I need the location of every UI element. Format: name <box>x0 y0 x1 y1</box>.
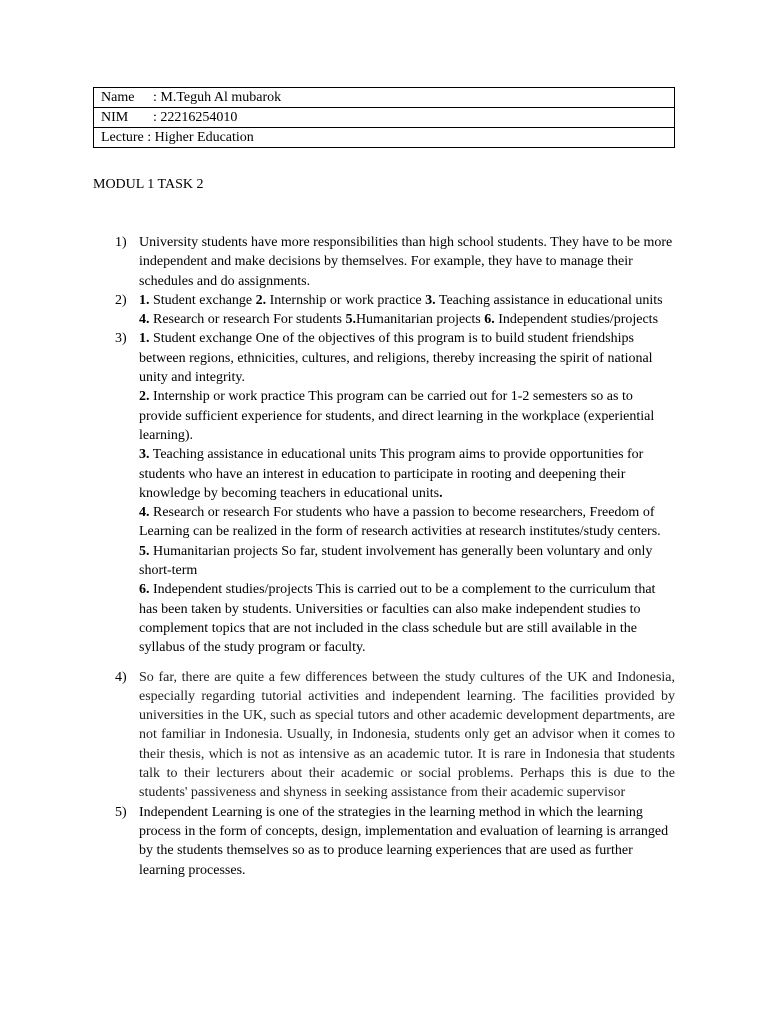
program-number: 3. <box>425 292 436 308</box>
program-number: 1. <box>139 331 150 347</box>
answer-number: 4 ) <box>115 668 127 687</box>
program-number: 5. <box>345 312 356 328</box>
program-number: 2. <box>139 389 150 405</box>
answer-3 <box>115 329 675 657</box>
student-info-table <box>93 87 675 148</box>
program-description-3 <box>139 445 675 503</box>
program-list-inline <box>139 293 663 327</box>
answer-text: University students have more responsibilities than high school students. They have to be more independent and make decisions by themselves. For example, they have to manage their schedules and do assignments. <box>139 235 673 289</box>
program-description: Teaching assistance in educational units This program aims to provide opportunities for students who have an interest in education to participate in rooting and deepening their knowledge by becoming teachers in educational units <box>139 447 644 501</box>
lecture-value: : Higher Education <box>143 130 254 145</box>
answer-number: 1 ) <box>115 233 127 252</box>
lecture-label: Lecture <box>101 130 144 145</box>
program-description-2 <box>139 387 675 445</box>
answer-text: So far, there are quite a few differences between the study cultures of the UK and Indonesia, especially regarding tutorial activities and independent learning. The facilities provided by universities in the UK, such as special tutors and other academic development departments, are not familiar in Indonesia. Usually, in Indonesia, students only get an advisor when it comes to their thesis, which is not as intensive as an academic tutor. It is rare in Indonesia that students talk to their lecturers about their academic or social problems. Perhaps this is due to the students' passiveness and shyness in seeking assistance from their academic supervisor <box>139 669 675 801</box>
answer-2 <box>115 291 675 330</box>
program-number: 6. <box>484 312 495 328</box>
bold-period: . <box>439 485 443 501</box>
program-description-5 <box>139 542 675 581</box>
program-description: Internship or work practice This program can be carried out for 1-2 semesters so as to provide sufficient experience for students, and direct learning in the workplace (experiential learning). <box>139 389 655 443</box>
document-title: MODUL 1 TASK 2 <box>93 177 204 192</box>
program-number: 3. <box>139 447 150 463</box>
program-name: Teaching assistance in educational units <box>435 292 663 308</box>
program-name: Research or research For students <box>149 312 346 328</box>
lecture-row <box>94 128 675 148</box>
program-description-6 <box>139 580 675 657</box>
program-name: Student exchange <box>149 292 256 308</box>
program-number: 4. <box>139 505 150 521</box>
nim-row <box>94 108 675 128</box>
program-description-4 <box>139 503 675 542</box>
program-number: 6. <box>139 582 150 598</box>
nim-value: : 22216254010 <box>153 110 238 125</box>
program-name: Humanitarian projects <box>355 312 485 328</box>
nim-label: NIM <box>101 110 129 125</box>
program-name: Internship or work practice <box>266 292 426 308</box>
program-description: Student exchange One of the objectives of this program is to build student friendships between regions, ethnicities, cultures, and religions, thereby increasing the spirit of national unity and integrity. <box>139 331 653 386</box>
name-row <box>94 88 675 108</box>
answer-1 <box>115 233 675 291</box>
program-number: 2. <box>255 292 267 308</box>
answers-list <box>115 233 675 880</box>
answer-text: Independent Learning is one of the strategies in the learning method in which the learning process in the form of concepts, design, implementation and evaluation of learning is arranged by the students themselves so as to produce learning experiences that are used as further learning processes. <box>139 804 669 878</box>
answer-number: 5 ) <box>115 803 127 822</box>
answer-number: 3 ) <box>115 329 127 348</box>
program-number: 4. <box>139 312 150 328</box>
program-description-1 <box>139 329 675 387</box>
name-label: Name <box>101 90 135 105</box>
program-description: Humanitarian projects So far, student involvement has generally been voluntary and only short-term <box>139 543 653 579</box>
program-description: Independent studies/projects This is carried out to be a complement to the curriculum that has been taken by students. Universities or faculties can also make independent studies to complement topics that are not included in the class schedule but are still available in the syllabus of the study program or faculty. <box>139 582 656 656</box>
answer-4 <box>115 668 675 803</box>
program-number: 5. <box>139 543 150 559</box>
program-description: Research or research For students who have a passion to become researchers, Freedom of Learning can be realized in the form of research activities at research institutes/study centers. <box>139 505 661 540</box>
answer-5 <box>115 803 675 880</box>
program-number: 1. <box>139 292 150 308</box>
name-value: : M.Teguh Al mubarok <box>153 90 282 105</box>
program-name: Independent studies/projects <box>494 312 659 328</box>
answer-number: 2 ) <box>115 291 127 310</box>
